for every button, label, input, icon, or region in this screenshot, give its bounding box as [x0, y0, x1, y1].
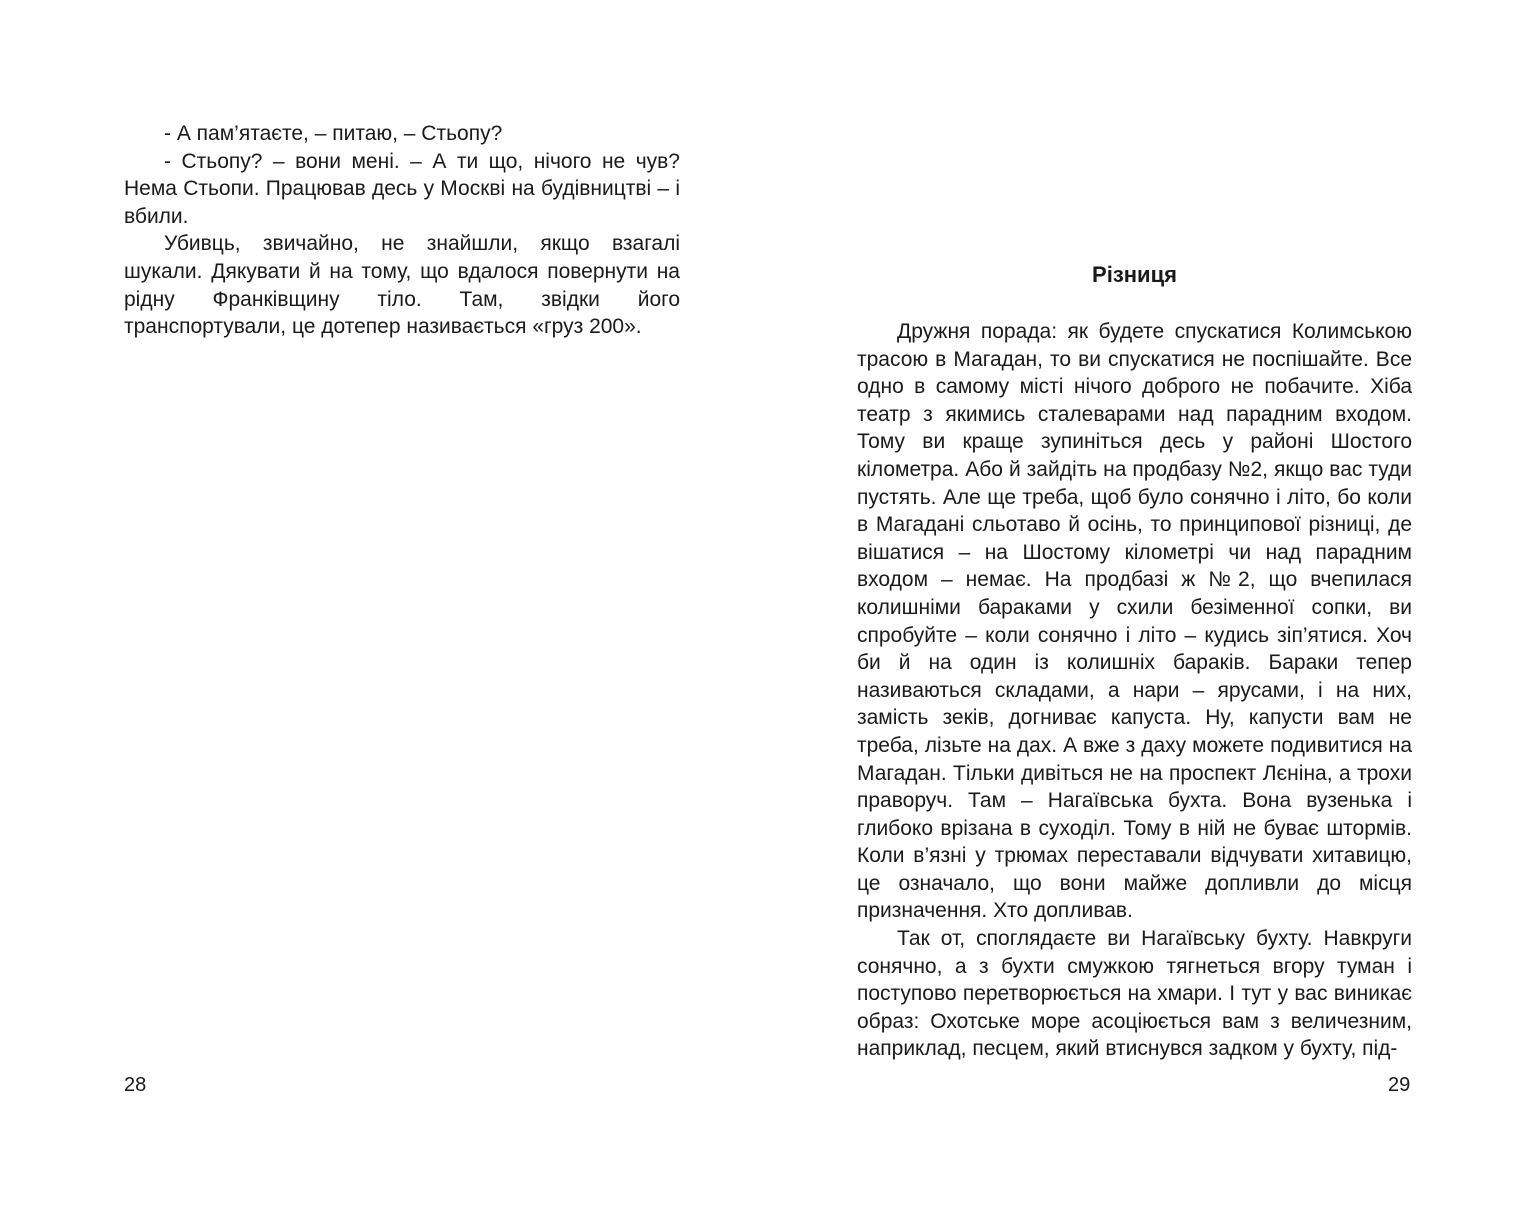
page-number-right: 29: [1388, 1074, 1411, 1096]
paragraph: Так от, споглядаєте ви Нагаївську бухту. Навкруги сонячно, а з бухти смужкою тягнеться вгору туман і поступово перетворюється на хмари. І тут у вас виникає образ: Охотське море асоціюється вам з величезним, наприклад, песцем, який втиснувся задком у бухту, під-: [857, 927, 1412, 1061]
left-page-text: [124, 120, 680, 341]
paragraph: - Стьопу? – вони мені. – А ти що, нічого не чув? Нема Стьопи. Працював десь у Москві на будівництві – і вбили.: [124, 149, 680, 228]
chapter-title: Різниця: [1092, 262, 1177, 287]
right-page-text: [857, 318, 1412, 1063]
page-number-left: 28: [124, 1074, 147, 1096]
paragraph: Убивць, звичайно, не знайшли, якщо взагалі шукали. Дякувати й на тому, що вдалося повернути на рідну Франківщину тіло. Там, звідки його транспортували, це дотепер називається «груз 200».: [124, 232, 680, 339]
paragraph: Дружня порада: як будете спускатися Колимською трасою в Магадан, то ви спускатися не поспішайте. Все одно в самому місті нічого доброго не побачите. Хіба театр з якимись сталеварами над парадним входом. Тому ви краще зупиніться десь у районі Шостого кілометра. Або й зайдіть на продбазу №2, якщо вас туди пустять. Але ще треба, щоб було сонячно і літо, бо коли в Магадані сльотаво й осінь, то принципової різниці, де вішатися – на Шостому кілометрі чи над парадним входом – немає. На продбазі ж №2, що вчепилася колишніми бараками у схили безіменної сопки, ви спробуйте – коли сонячно і літо – кудись зіп’ятися. Хоч би й на один із колишніх бараків. Бараки тепер називаються складами, а нари – ярусами, і на них, замість зеків, догниває капуста. Ну, капусти вам не треба, лізьте на дах. А вже з даху можете подивитися на Магадан. Тільки дивіться не на проспект Лєніна, а трохи праворуч. Там – Нагаївська бухта. Вона вузенька і глибоко врізана в суходіл. Тому в ній не буває штормів. Коли в’язні у трюмах переставали відчувати хитавицю, це означало, що вони майже допливли до місця призначення. Хто допливав.: [857, 320, 1412, 923]
paragraph: - А пам’ятаєте, – питаю, – Стьопу?: [164, 122, 503, 145]
